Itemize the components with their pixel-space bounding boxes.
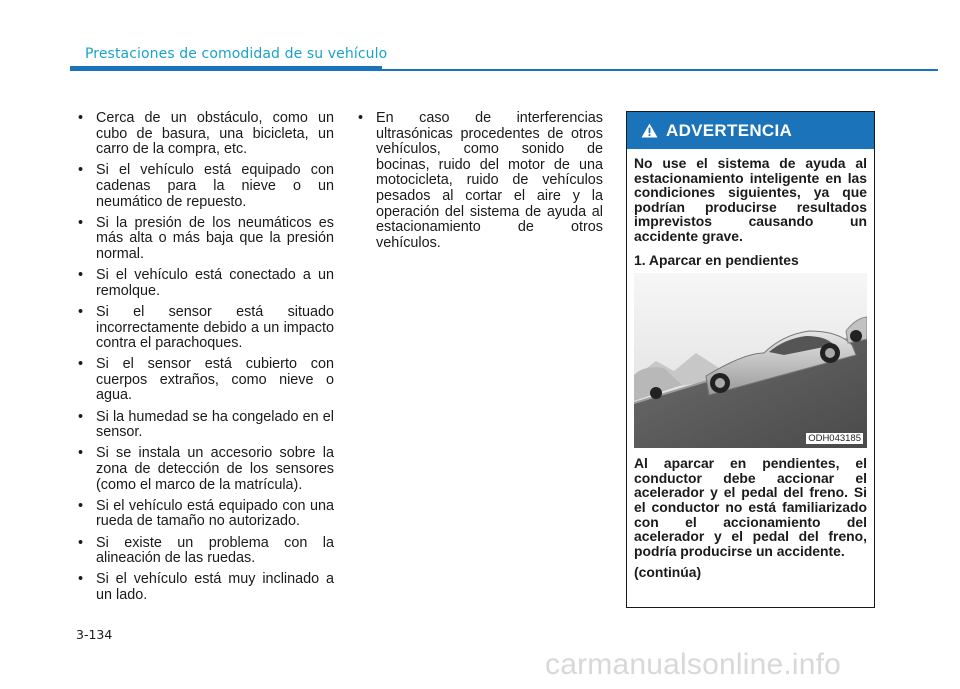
warning-box (626, 111, 875, 608)
watermark: carmanualsonline.info (545, 648, 842, 681)
list-item: • Si la humedad se ha congelado en el sensor. (75, 410, 334, 441)
header-rule-thin (382, 69, 938, 71)
slope-parking-illustration (634, 273, 867, 448)
list-item: • Si existe un problema con la alineación de las ruedas. (75, 536, 334, 567)
warning-title: ADVERTENCIA (666, 120, 793, 140)
list-item: • Si el vehículo está muy inclinado a un lado. (75, 572, 334, 603)
list-item: • Cerca de un obstáculo, como un cubo de basura, una bicicleta, un carro de la compra, etc. (75, 111, 334, 158)
warning-triangle-icon (641, 123, 658, 138)
middle-column (355, 111, 603, 257)
list-item: • Si el vehículo está equipado con una rueda de tamaño no autorizado. (75, 499, 334, 530)
list-item: • Si el vehículo está conectado a un remolque. (75, 268, 334, 299)
warning-heading: 1. Aparcar en pendientes (634, 251, 799, 268)
left-column (75, 111, 334, 609)
list-item: • Si el sensor está cubierto con cuerpos extraños, como nieve o agua. (75, 357, 334, 404)
list-item: • Si se instala un accesorio sobre la zona de detección de los sensores (como el marco de la matrícula). (75, 446, 334, 493)
warning-body (627, 149, 874, 580)
section-title: Prestaciones de comodidad de su vehículo (85, 46, 388, 62)
condition-list (75, 111, 334, 604)
condition-list-continued (355, 111, 603, 251)
image-code: ODH043185 (808, 433, 861, 445)
list-item: • Si el sensor está situado incorrectamente debido a un impacto contra el parachoques. (75, 305, 334, 352)
page-number: 3-134 (76, 627, 113, 642)
warning-intro: No use el sistema de ayuda al estacionamiento inteligente en las condiciones siguientes, ya que podrían producirse resultados imprevistos causando un accidente grave. (634, 155, 867, 244)
header-rule-thick (70, 66, 382, 71)
warning-body-text: Al aparcar en pendientes, el conductor debe accionar el acelerador y el pedal del freno. Si el conductor no está familiarizado con el accionamiento del acelerador y el pedal del freno, podría producirse un accidente. (634, 455, 867, 559)
warning-header (627, 112, 874, 149)
list-item: • Si el vehículo está equipado con cadenas para la nieve o un neumático de repuesto. (75, 163, 334, 210)
cars-on-slope-image (634, 273, 867, 448)
continued-label: (continúa) (634, 564, 702, 581)
list-item: • Si la presión de los neumáticos es más alta o más baja que la presión normal. (75, 216, 334, 263)
list-item: • En caso de interferencias ultrasónicas procedentes de otros vehículos, como sonido de bocinas, ruido del motor de una motocicleta, ruido de vehículos pesados al cortar el aire y la operación del sistema de ayuda al estacionamiento de otros vehículos. (355, 111, 603, 251)
